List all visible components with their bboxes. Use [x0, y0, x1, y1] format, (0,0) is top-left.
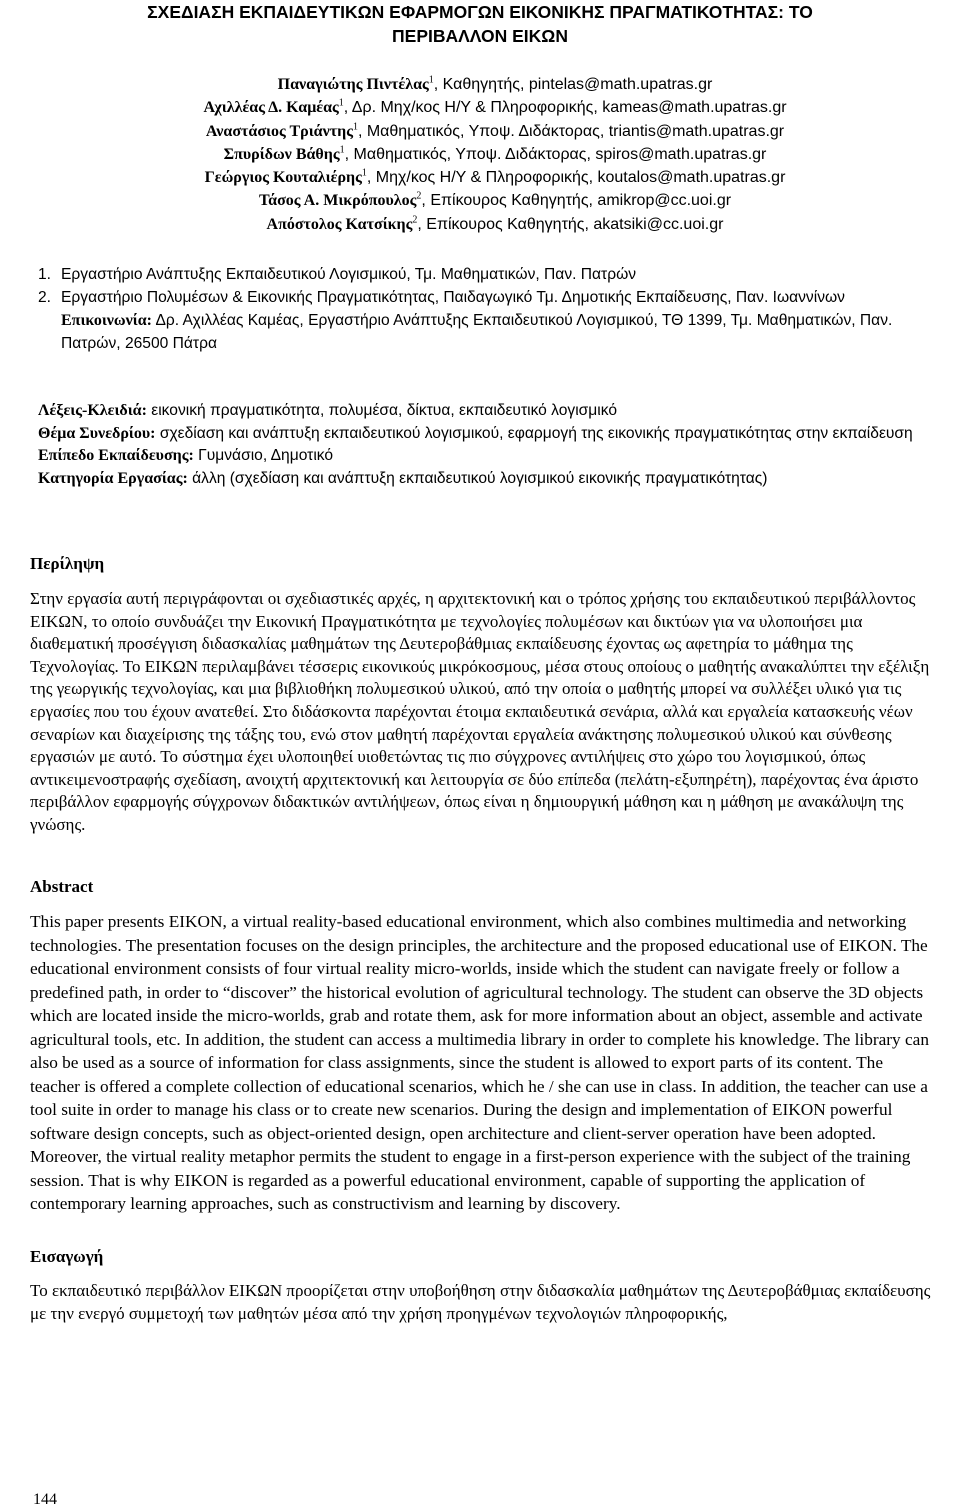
author-details: , Μαθηματικός, Υποψ. Διδάκτορας, spiros@math.upatras.gr — [344, 145, 767, 163]
author-details: , Επίκουρος Καθηγητής, amikrop@cc.uoi.gr — [421, 192, 732, 210]
author-affiliation-mark: 1 — [352, 121, 358, 133]
author-details: , Δρ. Μηχ/κος Η/Υ & Πληροφορικής, kameas@math.upatras.gr — [343, 99, 787, 117]
author-details: , Μηχ/κος Η/Υ & Πληροφορικής, koutalos@math.upatras.gr — [366, 169, 786, 187]
author-line — [0, 189, 960, 212]
contact-label: Επικοινωνία: — [61, 312, 152, 329]
author-affiliation-mark: 1 — [361, 167, 367, 179]
author-affiliation-mark: 2 — [416, 191, 422, 203]
author-affiliation-mark: 1 — [338, 97, 344, 109]
affiliation-text: Εργαστήριο Ανάπτυξης Εκπαιδευτικού Λογισμικού, Τμ. Μαθηματικών, Παν. Πατρών — [61, 266, 637, 283]
author-line — [0, 213, 960, 236]
contact-text: Δρ. Αχιλλέας Καμέας, Εργαστήριο Ανάπτυξης Εκπαιδευτικού Λογισμικού, ΤΘ 1399, Τμ. Μαθηματικών, Παν. Πατρών, 26500 Πάτρα — [61, 312, 893, 352]
author-line — [0, 73, 960, 96]
title-line-1: ΣΧΕΔΙΑΣΗ ΕΚΠΑΙΔΕΥΤΙΚΩΝ ΕΦΑΡΜΟΓΩΝ ΕΙΚΟΝΙΚΗΣ ΠΡΑΓΜΑΤΙΚΟΤΗΤΑΣ: ΤΟ — [147, 2, 813, 22]
category-label: Κατηγορία Εργασίας: — [38, 470, 188, 488]
level-text: Γυμνάσιο, Δημοτικό — [193, 447, 334, 465]
title-line-2: ΠΕΡΙΒΑΛΛΟΝ ΕΙΚΩΝ — [392, 26, 568, 46]
author-affiliation-mark: 1 — [339, 144, 345, 156]
summary-paragraph: Στην εργασία αυτή περιγράφονται οι σχεδιαστικές αρχές, η αρχιτεκτονική και ο τρόπος χρήσης του εκπαιδευτικού περιβάλλοντος ΕΙΚΩΝ, το οποίο συνδυάζει την Εικονική Πραγματικότητα με τεχνολογίες πολυμέσων και δικτύων για να υλοποιήσει μια διαθεματική προσέγγιση διδασκαλίας μαθημάτων της Δευτεροβάθμιας εκπαίδευσης έχοντας ως αφετηρία το μάθημα της Τεχνολογίας. Το ΕΙΚΩΝ περιλαμβάνει τέσσερις εικονικούς μικρόκοσμους, μέσα στους οποίους ο μαθητής ανακαλύπτει την εξέλιξη της γεωργικής τεχνολογίας, και μια βιβλιοθήκη πολυμεσικού υλικού, από την οποία ο μαθητής μπορεί να συλλέξει υλικό για τις εργασίες που του έχουν ανατεθεί. Στο διδάσκοντα παρέχονται έτοιμα εκπαιδευτικά σενάρια, αλλά και εργαλεία κατασκευής νέων σεναρίων και διαχείρισης της τάξης του, ενώ στον μαθητή παρέχονται εργαλεία ανάκτησης πολυμεσικού υλικού και σύνθεσης εργασιών με αυτό. Το σύστημα έχει υλοποιηθεί υιοθετώντας τις πιο σύγχρονες αντιλήψεις στο χώρο του λογισμικού, όπως αντικειμενοστραφής σχεδίαση, ανοιχτή αρχιτεκτονική και λειτουργία σε δύο επίπεδα (πελάτη-εξυπηρέτη), παρέχοντας ένα άριστο περιβάλλον εφαρμογής σύγχρονων διδακτικών αντιλήψεων, όπως είναι η δημιουργική μάθηση και η μάθηση με ανακάλυψη της γνώσης. — [30, 589, 930, 834]
author-line — [0, 120, 960, 143]
keywords-text: εικονική πραγματικότητα, πολυμέσα, δίκτυα, εκπαιδευτικό λογισμικό — [146, 402, 618, 419]
affiliation-item — [38, 263, 938, 286]
introduction-paragraph: Το εκπαιδευτικό περιβάλλον ΕΙΚΩΝ προορίζεται στην υποβοήθηση στην διδασκαλία μαθημάτων της Δευτεροβάθμιας εκπαίδευσης με την ενεργό συμμετοχή των μαθητών μέσα από την χρήση προηγμένων τεχνολογιών πληροφορικής, — [30, 1281, 931, 1323]
paper-metadata — [38, 400, 943, 491]
affiliation-number: 1. — [38, 266, 52, 283]
author-name: Τάσος Α. Μικρόπουλος — [258, 192, 417, 210]
author-name: Σπυρίδων Βάθης — [223, 145, 340, 163]
level-label: Επίπεδο Εκπαίδευσης: — [38, 447, 194, 465]
author-name: Παναγιώτης Πιντέλας — [277, 76, 429, 93]
author-name: Γεώργιος Κουταλιέρης — [204, 169, 362, 187]
paper-title — [0, 0, 960, 48]
author-details: , Επίκουρος Καθηγητής, akatsiki@cc.uoi.gr — [417, 215, 724, 233]
theme-text: σχεδίαση και ανάπτυξη εκπαιδευτικού λογισμικού, εφαρμογή της εικονικής πραγματικότητας στην εκπαίδευση — [155, 424, 913, 442]
education-level — [38, 445, 943, 468]
summary-heading: Περίληψη — [30, 554, 105, 573]
affiliation-number: 2. — [38, 289, 52, 306]
author-line — [0, 166, 960, 189]
author-line — [0, 143, 960, 166]
paper-category — [38, 468, 943, 491]
conference-theme — [38, 423, 943, 446]
theme-label: Θέμα Συνεδρίου: — [38, 424, 156, 442]
author-affiliation-mark: 1 — [428, 74, 434, 86]
affiliation-item — [38, 286, 938, 309]
abstract-heading: Abstract — [30, 877, 94, 896]
abstract-paragraph: This paper presents EIKON, a virtual reality-based educational environment, which also combines multimedia and networking technologies. The presentation focuses on the design principles, the architecture and the proposed educational use of EIKON. The educational environment consists of four virtual reality micro-worlds, inside which the student can navigate freely or follow a predefined path, in order to “discover” the historical evolution of agricultural technology. The student can observe the 3D objects which are located inside the micro-worlds, grab and rotate them, ask for more information about an object, assemble and activate agricultural tools, etc. In addition, the student can access a multimedia library in order to complete his knowledge. The library can also be used as a source of information for class assignments, since the student is allowed to export parts of its content. The teacher is offered a complete collection of educational scenarios, which he / she can use in class. In addition, the teacher can use a tool suite in order to manage his class or to create new scenarios. During the design and implementation of EIKON powerful software design concepts, such as object-oriented design, open architecture and client-server operation have been adopted. Moreover, the virtual reality metaphor permits the student to engage in a first-person experience with the subject of the training session. That is why EIKON is regarded as a powerful educational environment, capable of supporting the application of contemporary learning approaches, such as constructivism and learning by discovery. — [30, 912, 929, 1213]
affiliations — [38, 263, 938, 355]
category-text: άλλη (σχεδίαση και ανάπτυξη εκπαιδευτικού λογισμικού εικονικής πραγματικότητας) — [187, 470, 768, 488]
affiliation-text: Εργαστήριο Πολυμέσων & Εικονικής Πραγματικότητας, Παιδαγωγικό Τμ. Δημοτικής Εκπαίδευσης, Παν. Ιωαννίνων — [61, 289, 845, 306]
keywords — [38, 400, 943, 423]
author-name: Απόστολος Κατσίκης — [266, 215, 413, 233]
keywords-label: Λέξεις-Κλειδιά: — [38, 402, 147, 419]
author-line — [0, 96, 960, 119]
author-list — [0, 73, 960, 236]
author-details: , Μαθηματικός, Υποψ. Διδάκτορας, triantis@math.upatras.gr — [357, 122, 785, 140]
author-details: , Καθηγητής, pintelas@math.upatras.gr — [433, 76, 713, 93]
author-name: Αχιλλέας Δ. Καμέας — [203, 99, 339, 117]
introduction-heading: Εισαγωγή — [30, 1247, 104, 1266]
page-number: 144 — [33, 1491, 57, 1508]
contact-info — [38, 309, 938, 355]
author-name: Αναστάσιος Τριάντης — [205, 122, 353, 140]
author-affiliation-mark: 2 — [412, 214, 418, 226]
